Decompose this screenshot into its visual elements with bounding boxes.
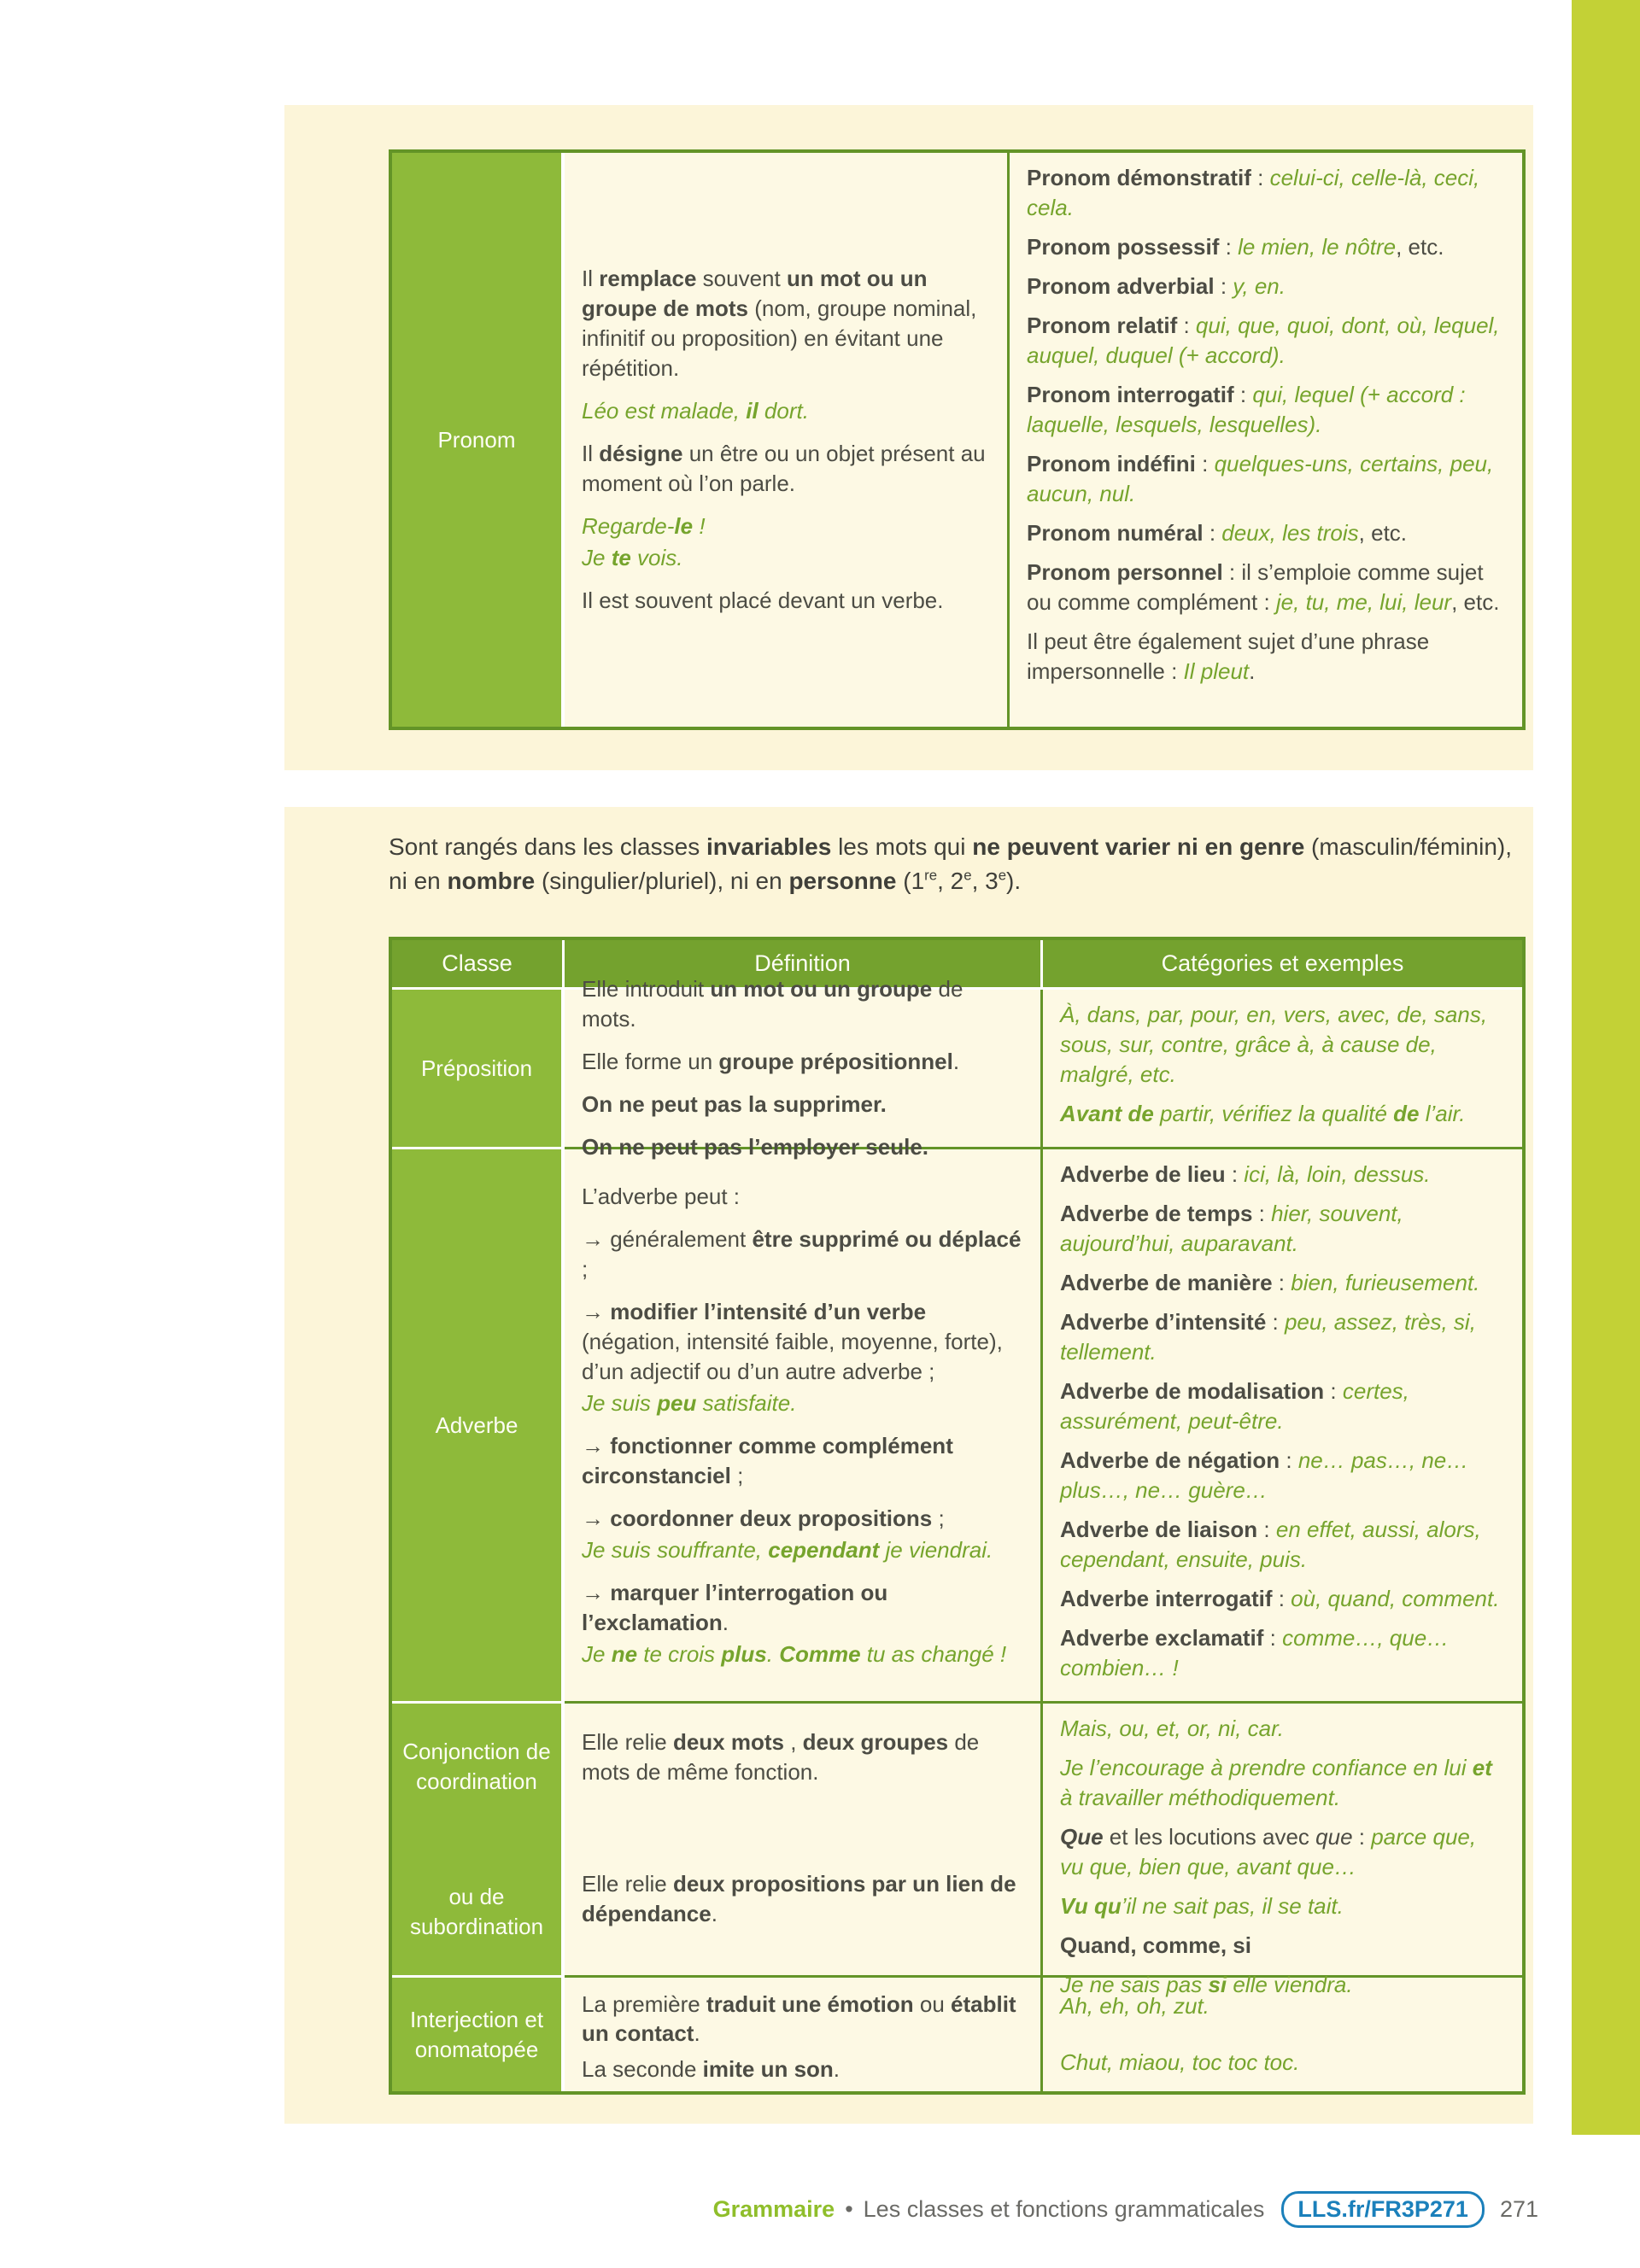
text-run: , <box>783 1729 803 1755</box>
preposition-definition-cell <box>565 976 1043 1160</box>
text-run: Quand, comme, si <box>1060 1932 1251 1958</box>
text-run: en effet, aussi, alors, cependant, ensuite, puis. <box>1060 1517 1481 1572</box>
text-run: plus <box>721 1640 767 1667</box>
text-run: Adverbe de négation <box>1060 1447 1280 1473</box>
footer-chapter-title: Les classes et fonctions grammaticales <box>863 2196 1265 2222</box>
text-run: ; <box>582 1255 589 1282</box>
text-run: qui, lequel (+ accord : laquelle, lesquels, lesquelles). <box>1027 382 1466 437</box>
paragraph <box>582 1431 1023 1491</box>
interjection-categories-cell <box>1043 1978 1522 2091</box>
text-run: (1 <box>896 868 925 894</box>
adverbe-categories-cell <box>1043 1149 1522 1704</box>
text-run: partir, vérifiez la qualité <box>1153 1101 1394 1126</box>
text-run: deux, les trois <box>1221 520 1359 546</box>
paragraph <box>582 1388 1023 1418</box>
text-run: invariables <box>706 833 832 860</box>
text-run: de mots. <box>582 976 964 1032</box>
text-run: : <box>1352 1824 1372 1850</box>
paragraph <box>582 1990 1023 2048</box>
text-run: Pronom numéral <box>1027 520 1204 546</box>
text-run: → <box>582 1298 611 1324</box>
header-categories: Catégories et exemples <box>1043 940 1522 990</box>
text-run: e <box>964 867 972 884</box>
paragraph <box>582 511 990 541</box>
class-label: Conjonction de coordination <box>402 1739 551 1794</box>
text-run: que <box>1315 1824 1353 1850</box>
text-run: : <box>1219 234 1239 260</box>
text-run: les mots qui <box>831 833 973 860</box>
adverbe-definition-cell <box>565 1149 1043 1704</box>
text-run: ’il ne sait pas, il se tait. <box>1121 1893 1344 1919</box>
text-run: → <box>582 1432 611 1458</box>
paragraph <box>582 439 990 499</box>
text-run: ne… pas…, ne… plus…, ne… guère… <box>1060 1447 1469 1503</box>
text-run: certes, assurément, peut-être. <box>1060 1378 1409 1434</box>
text-run: cependant <box>768 1536 880 1563</box>
paragraph <box>1060 1446 1505 1505</box>
text-run: Il peut être également sujet d’une phrase impersonnelle : <box>1027 628 1430 684</box>
text-run: Je <box>582 1640 612 1667</box>
paragraph <box>582 264 990 383</box>
paragraph <box>1027 163 1505 223</box>
class-cell-interjection <box>392 1978 565 2091</box>
text-run: Il <box>582 266 600 291</box>
text-run: Avant de <box>1060 1101 1154 1126</box>
text-run: Elle introduit <box>582 976 711 1002</box>
paragraph <box>582 543 990 573</box>
paragraph <box>582 1504 1023 1534</box>
text-run: : <box>1214 273 1233 299</box>
text-run: . <box>1249 658 1256 684</box>
text-run: Léo est malade, <box>582 398 747 424</box>
text-run: et <box>1472 1755 1492 1780</box>
paragraph <box>582 1727 1023 1787</box>
text-run: si <box>1208 1972 1227 1997</box>
text-run: ; <box>932 1505 945 1531</box>
text-run: Elle forme un <box>582 1049 719 1074</box>
text-run: , etc. <box>1358 520 1408 546</box>
paragraph <box>1060 1307 1505 1367</box>
text-run: Adverbe de manière <box>1060 1270 1273 1295</box>
paragraph <box>1027 380 1505 440</box>
text-run: , 3 <box>971 868 999 894</box>
paragraph <box>1027 311 1505 371</box>
text-run: À, dans, par, pour, en, vers, avec, de, sans, sous, sur, contre, grâce à, à cause de, malgré, etc. <box>1060 1002 1488 1087</box>
text-run: Ah, eh, oh, zut. <box>1060 1993 1210 2019</box>
paragraph <box>1027 449 1505 509</box>
text-run: Pronom démonstratif <box>1027 165 1251 190</box>
pronoun-table <box>389 149 1526 730</box>
text-run: . <box>833 2056 840 2082</box>
text-run: : <box>1272 1586 1292 1611</box>
text-run: traduit une émotion <box>706 1991 914 2017</box>
text-run: imite un son <box>702 2056 834 2082</box>
paragraph <box>1060 1822 1505 1882</box>
text-run: je viendrai. <box>879 1536 993 1563</box>
lls-link-badge[interactable]: LLS.fr/FR3P271 <box>1281 2191 1485 2228</box>
text-run: groupe prépositionnel <box>718 1049 953 1074</box>
paragraph <box>1027 627 1505 687</box>
paragraph <box>1060 1515 1505 1575</box>
text-run: Adverbe d’intensité <box>1060 1309 1267 1335</box>
text-run: Elle relie <box>582 1729 673 1755</box>
text-run: On ne peut pas la supprimer. <box>582 1091 887 1117</box>
class-cell-pronom <box>392 153 565 727</box>
text-run: Comme <box>779 1640 861 1667</box>
text-run: Adverbe exclamatif <box>1060 1625 1264 1651</box>
text-run: Pronom adverbial <box>1027 273 1215 299</box>
text-run: deux propositions par un lien de dépendance <box>582 1871 1016 1926</box>
text-run: Adverbe de lieu <box>1060 1161 1226 1187</box>
paragraph <box>1060 1623 1505 1683</box>
class-label: Interjection et onomatopée <box>409 2006 544 2062</box>
text-run: Mais, ou, et, or, ni, car. <box>1060 1716 1285 1741</box>
text-run: : <box>1272 1270 1292 1295</box>
text-run: ou <box>913 1991 952 2017</box>
page-edge-color-bar <box>1572 0 1640 2135</box>
text-run: : <box>1195 451 1215 476</box>
text-run: Je <box>582 545 612 570</box>
paragraph <box>582 1297 1023 1387</box>
text-run: : <box>1324 1378 1343 1404</box>
text-run: satisfaite. <box>696 1389 797 1416</box>
text-run: : <box>1266 1309 1285 1335</box>
text-run: Pronom indéfini <box>1027 451 1196 476</box>
text-run: il <box>746 398 758 424</box>
class-label: Préposition <box>420 1055 533 1081</box>
text-run: : <box>1225 1161 1245 1187</box>
text-run: coordonner deux propositions <box>610 1505 933 1531</box>
text-run: parce que, vu que, bien que, avant que… <box>1060 1824 1477 1879</box>
text-run: établit un contact <box>582 1991 1016 2046</box>
text-run: : <box>1252 1201 1272 1226</box>
text-run: La seconde <box>582 2056 703 2082</box>
header-definition: Définition <box>565 940 1043 990</box>
text-run: Chut, miaou, toc toc toc. <box>1060 2049 1300 2075</box>
paragraph <box>582 1535 1023 1565</box>
paragraph <box>1060 1000 1505 1090</box>
class-cell-preposition <box>392 990 565 1149</box>
text-run: Je suis <box>582 1389 658 1416</box>
paragraph <box>1060 1099 1505 1129</box>
paragraph <box>582 1090 1023 1119</box>
text-run: deux groupes <box>802 1729 949 1755</box>
pronom-definition-cell <box>565 153 1010 727</box>
class-label: ou de subordination <box>409 1884 544 1939</box>
paragraph <box>582 1225 1023 1284</box>
pronom-categories-cell <box>1010 153 1522 727</box>
text-run: La première <box>582 1991 706 2017</box>
text-run: remplace <box>599 266 697 291</box>
class-cell-adverbe <box>392 1149 565 1704</box>
paragraph <box>1060 1753 1505 1813</box>
text-run: Elle relie <box>582 1871 673 1897</box>
text-run: . <box>694 2020 700 2046</box>
text-run: : <box>1250 165 1270 190</box>
text-run: peu <box>657 1389 697 1416</box>
text-run: ! <box>693 513 706 539</box>
text-run: et les locutions avec <box>1103 1824 1316 1850</box>
text-run: nombre <box>447 868 536 894</box>
paragraph <box>1060 1991 1505 2021</box>
page-footer <box>389 2191 1538 2228</box>
text-run: deux mots <box>672 1729 784 1755</box>
text-run: ici, là, loin, dessus. <box>1244 1161 1431 1187</box>
text-run: être supprimé ou déplacé <box>752 1225 1022 1252</box>
paragraph <box>1027 232 1505 262</box>
text-run: ne <box>611 1640 638 1667</box>
text-run: (singulier/pluriel), ni en <box>535 868 789 894</box>
text-run: un mot ou un groupe <box>710 976 933 1002</box>
page-number: 271 <box>1499 2196 1538 2222</box>
paragraph <box>1060 1377 1505 1436</box>
text-run: (nom, groupe nominal, infinitif ou proposition) en évitant une répétition. <box>582 295 977 381</box>
paragraph <box>1060 1931 1505 1961</box>
text-run: je, tu, me, lui, leur <box>1275 589 1452 615</box>
header-classe: Classe <box>392 940 565 990</box>
text-run: → <box>582 1505 611 1531</box>
text-run: Adverbe de modalisation <box>1060 1378 1325 1404</box>
text-run: un mot ou un groupe de mots <box>582 266 928 321</box>
text-run: désigne <box>599 441 683 466</box>
text-run: Sont rangés dans les classes <box>389 833 706 860</box>
paragraph <box>1027 558 1505 617</box>
text-run: marquer l’interrogation ou l’exclamation <box>582 1579 888 1635</box>
paragraph <box>1060 1714 1505 1744</box>
paragraph <box>582 1182 1023 1212</box>
paragraph <box>582 1578 1023 1638</box>
paragraph <box>582 974 1023 1034</box>
text-run: Adverbe de temps <box>1060 1201 1253 1226</box>
text-run: tu as changé ! <box>860 1640 1007 1667</box>
text-run: e <box>998 867 1007 884</box>
paragraph <box>1060 2048 1505 2078</box>
text-run: (masculin/féminin), ni en <box>389 833 1513 894</box>
text-run: un être ou un objet présent au moment où l’on parle. <box>582 441 986 496</box>
text-run: . <box>711 1901 718 1926</box>
text-run: Pronom interrogatif <box>1027 382 1234 407</box>
text-run: le mien, le nôtre <box>1238 234 1397 260</box>
text-run: y, en. <box>1233 273 1286 299</box>
class-label: Adverbe <box>435 1412 518 1438</box>
text-run: : <box>1233 382 1253 407</box>
text-run: , 2 <box>937 868 964 894</box>
text-run: : <box>1263 1625 1283 1651</box>
text-run: te crois <box>637 1640 722 1667</box>
text-run: Adverbe de liaison <box>1060 1517 1258 1542</box>
text-run: ). <box>1006 868 1022 894</box>
text-run: Pronom personnel <box>1027 559 1223 585</box>
conjonction-categories-cell <box>1043 1704 1522 1997</box>
text-run: peu, assez, très, si, tellement. <box>1060 1309 1476 1365</box>
text-run: Je suis souffrante, <box>582 1536 769 1563</box>
paragraph <box>582 396 990 426</box>
text-run: celui-ci, celle-là, ceci, cela. <box>1027 165 1480 220</box>
paragraph <box>1027 272 1505 301</box>
text-run: : <box>1280 1447 1298 1473</box>
text-run: Que <box>1060 1824 1104 1850</box>
text-run: bien, furieusement. <box>1291 1270 1480 1295</box>
text-run: fonctionner comme complément circonstanciel <box>582 1432 953 1488</box>
class-label: Pronom <box>437 426 516 453</box>
text-run: Regarde- <box>582 513 675 539</box>
text-run: quelques-uns, certains, peu, aucun, nul. <box>1027 451 1494 506</box>
paragraph <box>1060 1891 1505 1921</box>
preposition-categories-cell <box>1043 990 1522 1149</box>
paragraph <box>582 1640 1023 1669</box>
text-run: : il s’emploie comme sujet ou comme complément : <box>1027 559 1484 615</box>
text-run: (négation, intensité faible, moyenne, forte), d’un adjectif ou d’un autre adverbe ; <box>582 1328 1003 1384</box>
text-run: où, quand, comment. <box>1291 1586 1500 1611</box>
text-run: Adverbe interrogatif <box>1060 1586 1273 1611</box>
paragraph <box>1060 1160 1505 1190</box>
text-run: te <box>611 545 631 570</box>
text-run: le <box>674 513 694 539</box>
text-run: souvent <box>696 266 787 291</box>
paragraph <box>582 586 990 616</box>
paragraph <box>1060 1584 1505 1614</box>
paragraph <box>1027 518 1505 548</box>
text-run: Il est souvent placé devant un verbe. <box>582 587 944 613</box>
text-run: re <box>924 867 938 884</box>
text-run: Il pleut <box>1183 658 1250 684</box>
text-run: . <box>952 1049 960 1074</box>
class-cell-conjonction <box>392 1704 565 1978</box>
text-run: . <box>722 1609 729 1635</box>
text-run: à travailler méthodiquement. <box>1060 1785 1341 1810</box>
text-run: Vu qu <box>1060 1893 1122 1919</box>
text-run: , etc. <box>1451 589 1500 615</box>
text-run: elle viendra. <box>1227 1972 1353 1997</box>
paragraph <box>582 1869 1023 1929</box>
footer-separator: • <box>845 2196 853 2222</box>
text-run: qui, que, quoi, dont, où, lequel, auquel, duquel (+ accord). <box>1027 313 1500 368</box>
text-run: L’adverbe peut : <box>582 1183 741 1209</box>
text-run: de mots de même fonction. <box>582 1729 980 1785</box>
text-run: → généralement <box>582 1225 753 1252</box>
paragraph <box>582 2055 1023 2084</box>
text-run: personne <box>788 868 897 894</box>
conjonction-definition-cell <box>565 1704 1043 1978</box>
paragraph <box>582 1047 1023 1077</box>
text-run: hier, souvent, aujourd’hui, auparavant. <box>1060 1201 1403 1256</box>
text-run: Pronom possessif <box>1027 234 1220 260</box>
text-run: modifier l’intensité d’un verbe <box>610 1298 927 1324</box>
text-run: Je l’encourage à prendre confiance en lui <box>1060 1755 1473 1780</box>
text-run: : <box>1177 313 1196 338</box>
paragraph <box>1060 1199 1505 1259</box>
paragraph <box>1060 1268 1505 1298</box>
invariable-classes-table <box>389 937 1526 2095</box>
text-run: de <box>1393 1101 1420 1126</box>
footer-section-label: Grammaire <box>712 2196 835 2222</box>
text-run: l’air. <box>1419 1101 1466 1126</box>
text-run: vois. <box>630 545 683 570</box>
text-run: ; <box>730 1462 744 1488</box>
text-run: Il <box>582 441 600 466</box>
text-run: . <box>766 1640 780 1667</box>
text-run: ne peuvent varier ni en genre <box>972 833 1305 860</box>
text-run: comme…, que… combien… ! <box>1060 1625 1450 1681</box>
text-run: Je ne sais pas <box>1060 1972 1209 1997</box>
interjection-definition-cell <box>565 1978 1043 2091</box>
text-run: On ne peut pas l’employer seule. <box>582 1134 929 1160</box>
text-run: : <box>1257 1517 1276 1542</box>
text-run: , etc. <box>1396 234 1444 260</box>
invariable-classes-intro <box>389 830 1526 898</box>
text-run: → <box>582 1579 611 1605</box>
text-run: : <box>1203 520 1222 546</box>
text-run: dort. <box>758 398 809 424</box>
text-run: Pronom relatif <box>1027 313 1178 338</box>
